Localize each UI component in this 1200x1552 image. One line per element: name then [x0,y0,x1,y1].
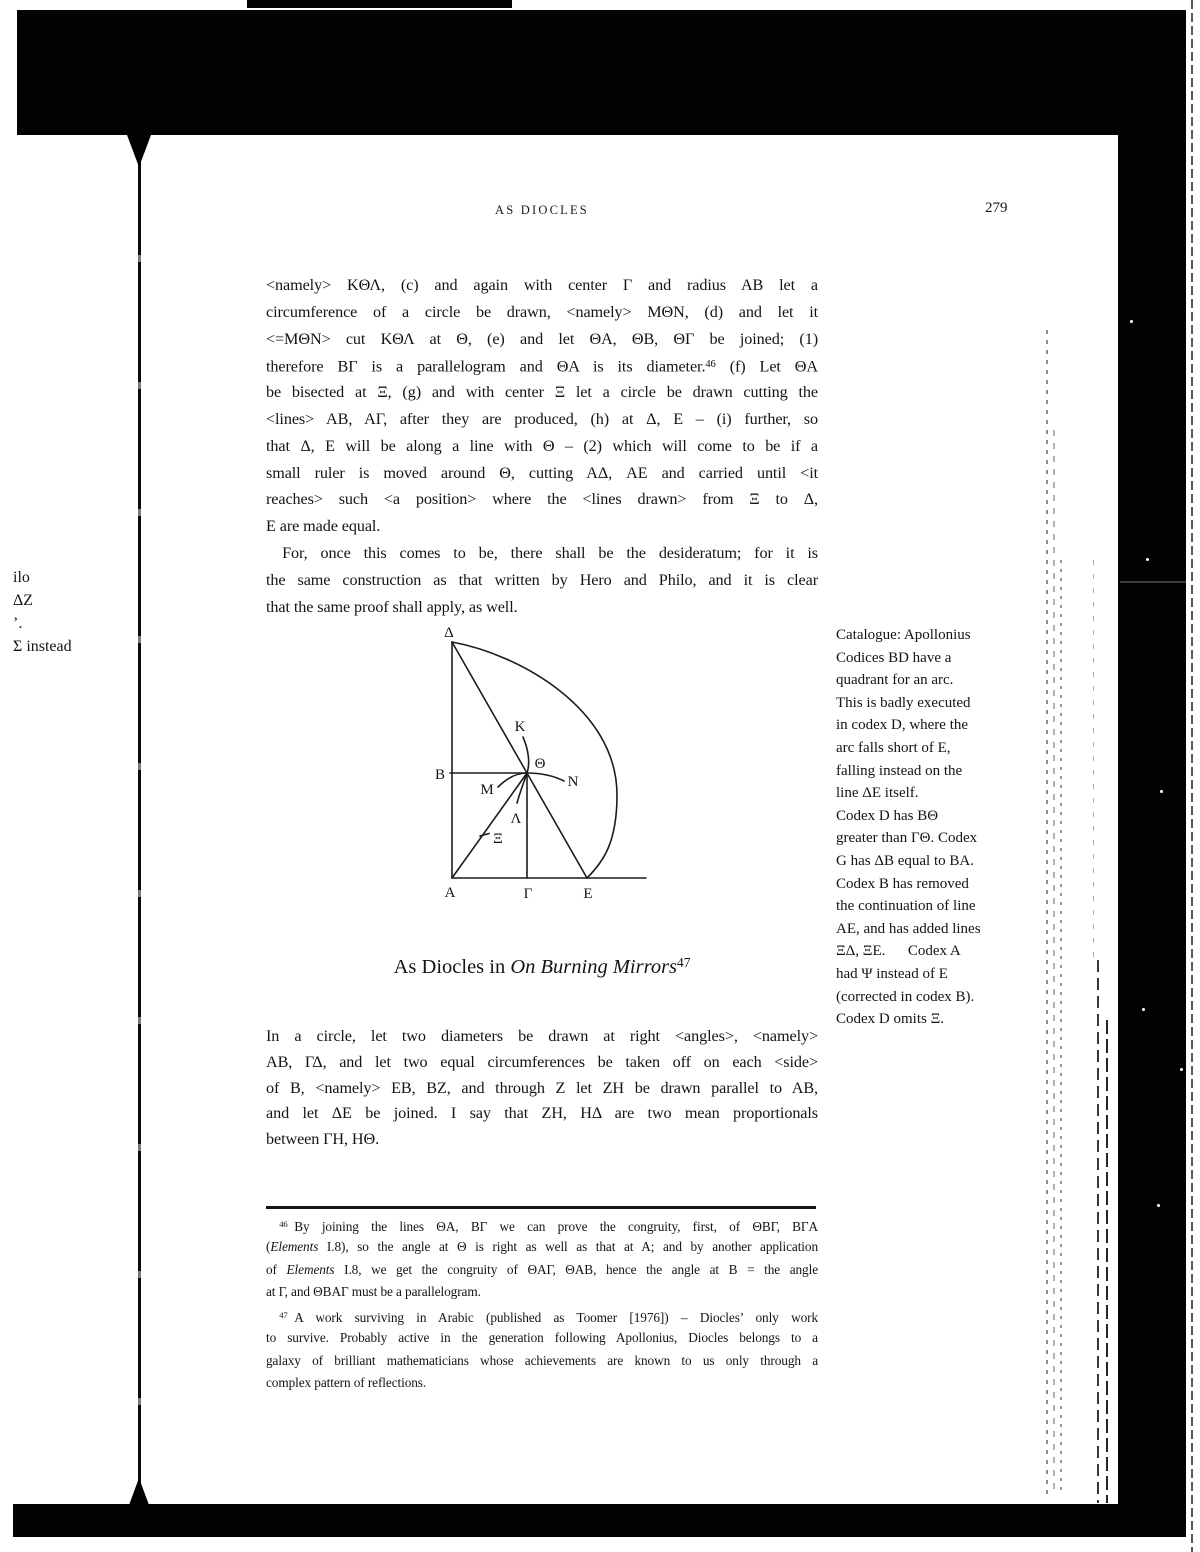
figure-label-M: M [480,782,494,798]
left-margin-notes: ilo ΔZ ’. Σ instead [13,569,72,655]
page-edge-texture [1060,560,1062,1495]
scan-scratch [1120,581,1186,583]
running-title: AS DIOCLES [495,203,589,217]
figure-label-gamma: Γ [523,886,533,902]
page-edge-texture [1053,430,1055,1495]
footnote-46: $^{46}$ By joining the lines ΘA, BΓ we can prove the congruity, first, of ΘBΓ, BΓA (Elements I.8), so the angle at Θ is right as well as that at A; and by another application of Elements I.8, we get the congruity of ΘAΓ, ΘAB, hence the angle at B = the angle at Γ, and ΘBAΓ must be a parallelogram. [266,1218,818,1300]
book-spine-shadow-bottom [129,1478,149,1505]
body-paragraph-2: For, once this comes to be, there shall be the desideratum; for it is the same construction as that written by Hero and Philo, and it is clear that the same proof shall apply, as well. [266,544,818,616]
scan-specks [1130,320,1133,323]
geometry-figure [400,610,680,910]
scan-streak-top [247,0,512,8]
page-edge-line [1106,1020,1108,1503]
page-edge-line [1093,560,1094,960]
page-edge-texture [1046,330,1048,1495]
body-paragraph-3: In a circle, let two diameters be drawn at right <angles>, <namely> AB, ΓΔ, and let two equal circumferences be taken off on each <side> of B, <namely> EB, BZ, and through Z let ZH be drawn parallel to AB, and let ΔE be joined. I say that ZH, HΔ are two mean proportionals between ΓH, HΘ. [266,1027,818,1149]
figure-label-theta: Θ [534,756,546,772]
margin-apparatus-note: Catalogue: Apollonius Codices BD have a quadrant for an arc. This is badly executed in codex D, where the arc falls short of E, falling instead on the line ΔE itself. Codex D has BΘ greater than ΓΘ. Codex G has ΔB equal to BA. Codex B has removed the continuation of line AE, and has added lines ΞΔ, ΞE. Codex A had Ψ instead of E (corrected in codex B). Codex D omits Ξ. [836,627,981,1028]
scan-black-band-top [17,10,1118,135]
figure-label-xi: Ξ [493,831,503,847]
figure-label-B: B [434,767,446,783]
figure-label-E: E [583,886,593,902]
figure-line-delta-theta-E [452,642,587,878]
figure-label-lambda: Λ [510,811,522,827]
book-spine-shadow-top [127,135,151,167]
figure-label-K: K [514,719,526,735]
figure-label-N: N [567,774,579,790]
figure-label-delta: Δ [444,625,454,641]
book-spine-shadow [138,135,141,1504]
page-edge-line [1097,960,1099,1503]
footnote-rule [266,1206,816,1209]
page-edge-dashed-line [1191,0,1193,1552]
scan-black-band-bottom [13,1504,1186,1537]
section-heading: As Diocles in On Burning Mirrors$^{47}$ [393,955,691,978]
footnote-47: $^{47}$ A work surviving in Arabic (published as Toomer [1976]) – Diocles’ only work to survive. Probably active in the generation following Apollonius, Diocles belongs to a galaxy of brilliant mathematicians whose achievements are known to us only through a complex pattern of reflections. [266,1309,818,1391]
scan-black-band-right [1118,10,1186,1537]
figure-label-A: A [444,885,456,901]
page-number: 279 [985,200,1008,216]
body-paragraph-1: <namely> KΘΛ, (c) and again with center Γ and radius AB let a circumference of a circle be drawn, <namely> MΘN, (d) and let it <=MΘN> cut KΘΛ at Θ, (e) and let ΘA, ΘB, ΘΓ be joined; (1) therefore BΓ is a parallelogram and ΘA is its diameter.$^{46}$ (f) Let ΘA be bisected at Ξ, (g) and with center Ξ let a circle be drawn cutting the <lines> AB, AΓ, after they are produced, (h) at Δ, E – (i) further, so that Δ, E will be along a line with Θ – (2) which will come to be if a small ruler is moved around Θ, cutting AΔ, AE and carried until <it reaches> such <a position> where the <lines drawn> from Ξ to Δ, E are made equal. [266,276,818,536]
